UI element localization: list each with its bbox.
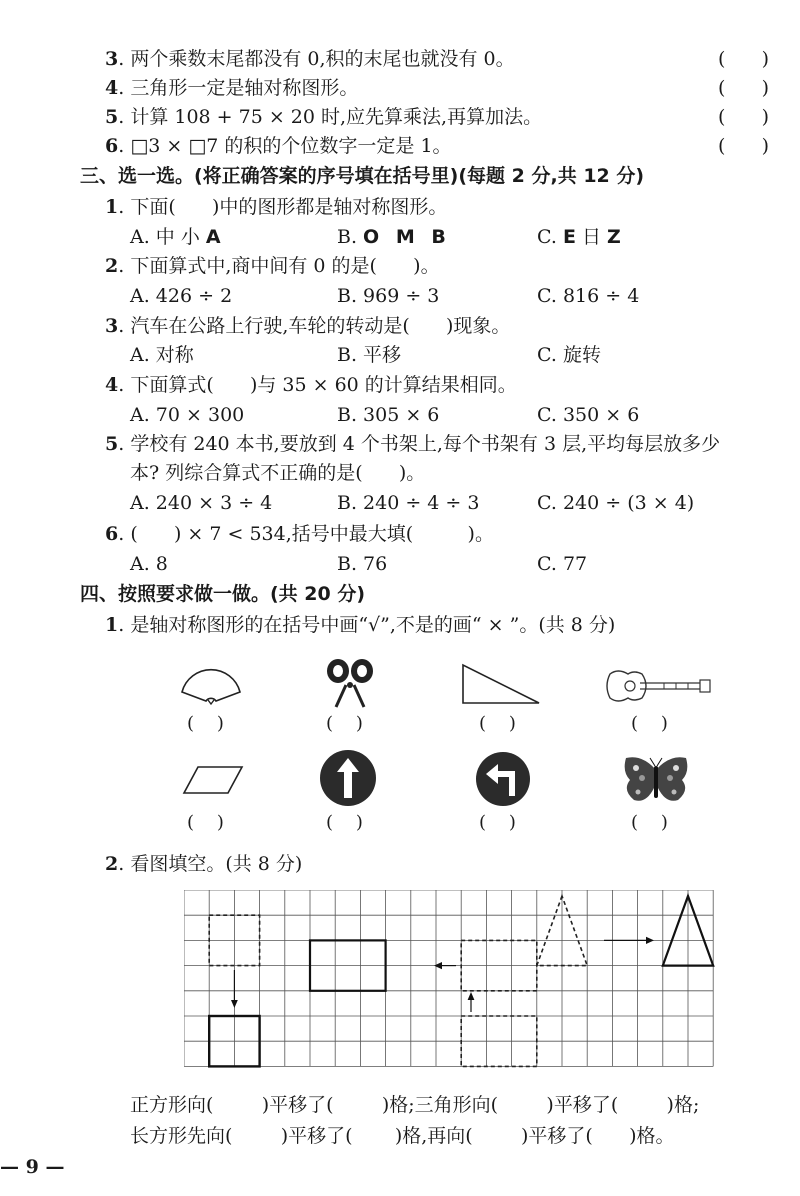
folding-fan-icon (178, 660, 244, 706)
option-a[interactable] (130, 224, 221, 250)
item-number: 4 (105, 77, 119, 99)
option-a[interactable]: A. 8 (130, 553, 168, 575)
option-c[interactable]: C. 240 ÷ (3 × 4) (537, 492, 695, 514)
judge-item-6 (105, 133, 452, 159)
section-4-title: 四、按照要求做一做。(共 20 分) (80, 583, 366, 605)
choice-q2 (105, 253, 440, 279)
item-number: 6 (105, 523, 119, 545)
item-number: 6 (105, 135, 119, 157)
judge-item-5 (105, 104, 542, 130)
option-glyph: A (205, 226, 221, 248)
straight-arrow-sign-icon (318, 748, 378, 808)
choice-q5-cont: 本? 列综合算式不正确的是( )。 (130, 462, 426, 484)
item-text: . 三角形一定是轴对称图形。 (118, 77, 359, 99)
scissors-icon (322, 655, 378, 711)
item-number: 5 (105, 106, 119, 128)
item-text: . ( ) × 7 < 534,括号中最大填( )。 (118, 523, 494, 545)
choice-q6 (105, 521, 494, 547)
answer-paren[interactable]: ( ) (326, 713, 363, 734)
option-c[interactable]: C. 旋转 (537, 344, 601, 366)
item-number: 1 (105, 196, 119, 218)
option-glyph: O M B (363, 226, 446, 248)
option-label: A. 中 小 (130, 226, 206, 248)
answer-paren[interactable]: ( ) (718, 135, 770, 157)
item-number: 3 (105, 315, 119, 337)
item-text: . 学校有 240 本书,要放到 4 个书架上,每个书架有 3 层,平均每层放多少 (118, 433, 721, 455)
option-a[interactable]: A. 70 × 300 (130, 404, 245, 426)
option-b[interactable]: B. 平移 (337, 344, 402, 366)
answer-paren[interactable]: ( ) (479, 713, 516, 734)
option-label: C. (537, 226, 563, 248)
item-text: . 汽车在公路上行驶,车轮的转动是( )现象。 (118, 315, 511, 337)
right-triangle-icon (460, 662, 542, 706)
item-text: . 是轴对称图形的在括号中画“√”,不是的画“ × ”。(共 8 分) (118, 614, 616, 636)
option-a[interactable]: A. 426 ÷ 2 (130, 285, 233, 307)
answer-paren[interactable]: ( ) (187, 812, 224, 833)
option-b[interactable]: B. 305 × 6 (337, 404, 440, 426)
answer-paren[interactable]: ( ) (718, 106, 770, 128)
answer-paren[interactable]: ( ) (718, 77, 770, 99)
option-a[interactable]: A. 对称 (130, 344, 194, 366)
task-q1 (105, 612, 615, 638)
item-number: 4 (105, 374, 119, 396)
item-text: . 下面算式( )与 35 × 60 的计算结果相同。 (118, 374, 517, 396)
item-text: . 看图填空。(共 8 分) (118, 853, 303, 875)
task-q2 (105, 851, 302, 877)
option-c[interactable]: C. 350 × 6 (537, 404, 640, 426)
item-text: . 两个乘数末尾都没有 0,积的末尾也就没有 0。 (118, 48, 515, 70)
answer-paren[interactable]: ( ) (718, 48, 770, 70)
option-c[interactable] (537, 224, 621, 250)
page-number: — 9 — (0, 1156, 65, 1178)
option-b[interactable]: B. 969 ÷ 3 (337, 285, 440, 307)
option-glyph: Z (607, 226, 621, 248)
item-number: 3 (105, 48, 119, 70)
item-number: 1 (105, 614, 119, 636)
item-number: 2 (105, 255, 119, 277)
option-glyph: E (562, 226, 576, 248)
item-number: 2 (105, 853, 119, 875)
butterfly-icon (620, 754, 692, 810)
fill-blank-line-2: 长方形先向( )平移了( )格,再向( )平移了( )格。 (130, 1125, 675, 1147)
answer-paren[interactable]: ( ) (479, 812, 516, 833)
choice-q3 (105, 313, 510, 339)
choice-q1 (105, 194, 447, 220)
answer-paren[interactable]: ( ) (187, 713, 224, 734)
item-number: 5 (105, 433, 119, 455)
option-b[interactable]: B. 240 ÷ 4 ÷ 3 (337, 492, 480, 514)
item-text: . 计算 108 + 75 × 20 时,应先算乘法,再算加法。 (118, 106, 543, 128)
option-c[interactable]: C. 816 ÷ 4 (537, 285, 640, 307)
option-b[interactable] (337, 224, 446, 250)
option-a[interactable]: A. 240 × 3 ÷ 4 (130, 492, 273, 514)
guitar-icon (604, 666, 712, 706)
judge-item-3 (105, 46, 515, 72)
option-b[interactable]: B. 76 (337, 553, 388, 575)
answer-paren[interactable]: ( ) (631, 812, 668, 833)
item-text: . 下面算式中,商中间有 0 的是( )。 (118, 255, 440, 277)
choice-q5 (105, 431, 720, 457)
choice-q4 (105, 372, 517, 398)
item-text: . □3 × □7 的积的个位数字一定是 1。 (118, 135, 452, 157)
answer-paren[interactable]: ( ) (326, 812, 363, 833)
item-text: . 下面( )中的图形都是轴对称图形。 (118, 196, 448, 218)
left-turn-sign-icon (474, 750, 532, 808)
fill-blank-line-1: 正方形向( )平移了( )格;三角形向( )平移了( )格; (130, 1094, 700, 1116)
section-3-title: 三、选一选。(将正确答案的序号填在括号里)(每题 2 分,共 12 分) (80, 165, 645, 187)
answer-paren[interactable]: ( ) (631, 713, 668, 734)
option-label: B. (337, 226, 364, 248)
option-glyph: 日 (575, 226, 608, 248)
parallelogram-icon (182, 764, 244, 796)
translation-grid (184, 890, 720, 1070)
judge-item-4 (105, 75, 358, 101)
option-c[interactable]: C. 77 (537, 553, 588, 575)
